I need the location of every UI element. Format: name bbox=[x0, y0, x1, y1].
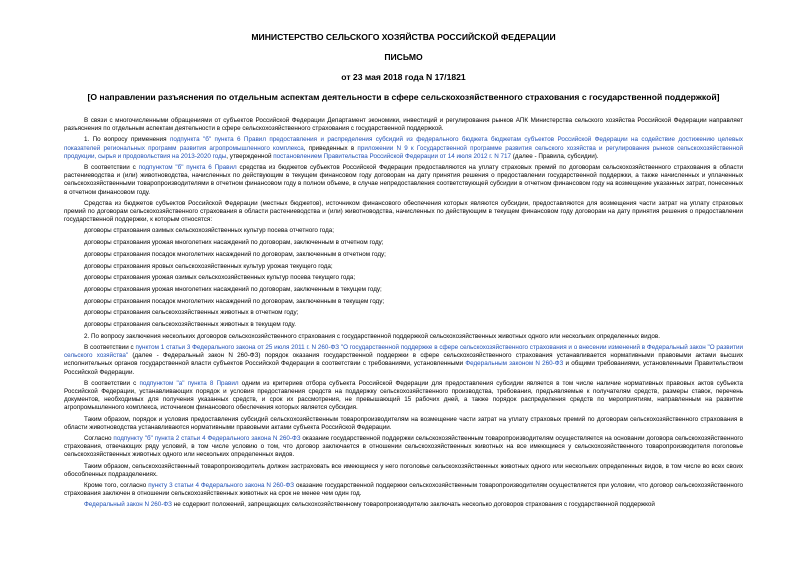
link-law-260-art3[interactable]: пунктом 1 статьи 3 Федерального закона от 25 июля 2011 г. N 260-ФЗ "О государственной поддержке в сфере сельскохозяйственного страхования и о внесении изменений в Федеральный закон "О развитии сельского хозяйства" bbox=[64, 343, 744, 360]
paragraph-11 bbox=[64, 501, 743, 509]
paragraph-3: Средства из бюджетов субъектов Российской Федерации (местных бюджетов), источником финансового обеспечения которых являются субсидии, предоставляются для возмещения части затрат на уплату страховых премий по договорам сельскохозяйственного страхования в области растениеводства и (или) животноводства, начисленных по действующим в текущем финансовом году договорам на дату принятия решения о предоставлении государственной поддержки, к которым относятся: bbox=[64, 199, 743, 224]
text: оказание государственной поддержки сельскохозяйственным товаропроизводителям осуществляется при условии, что договор сельскохозяйственного страхования заключен в отношении сельскохозяйственных животных на срок не менее чем один год. bbox=[64, 482, 743, 498]
list-item: договоры страхования яровых сельскохозяйственных культур урожая текущего года; bbox=[84, 262, 333, 270]
list-item: договоры страхования урожая многолетних насаждений по договорам, заключенным в текущем году; bbox=[84, 285, 382, 293]
paragraph-1 bbox=[64, 136, 743, 161]
list-item: договоры страхования урожая многолетних насаждений по договорам, заключенным в отчетном году; bbox=[84, 239, 384, 247]
ministry-title: МИНИСТЕРСТВО СЕЛЬСКОГО ХОЗЯЙСТВА РОССИЙСКОЙ ФЕДЕРАЦИИ bbox=[251, 32, 556, 42]
link-subpoint-a-8[interactable]: подпунктом "а" пункта 8 Правил bbox=[139, 379, 239, 387]
text: , утвержденной bbox=[226, 152, 274, 160]
link-appendix-9[interactable]: приложении N 9 к Государственной программе развития сельского хозяйства и регулирования рынков сельскохозяйственной продукции, сырья и продовольствия на 2013-2020 годы bbox=[64, 144, 743, 160]
paragraph-7: Таким образом, порядок и условия предоставления субсидий сельскохозяйственным товаропроизводителям на возмещение части затрат на уплату страховых премий по договорам сельскохозяйственного страхования в области животноводства устанавливаются нормативными правовыми актами субъекта Российской Федерации. bbox=[64, 415, 743, 431]
list-item: договоры страхования сельскохозяйственных животных в текущем году. bbox=[84, 321, 296, 329]
text: и общими требованиями, установленными Правительством Российской Федерации. bbox=[64, 360, 743, 376]
paragraph-4: 2. По вопросу заключения нескольких договоров сельскохозяйственного страхования с государственной поддержкой сельскохозяйственных животных одного или нескольких определенных видов. bbox=[84, 332, 660, 340]
list-item: договоры страхования посадок многолетних насаждений по договорам, заключенным в текущем году; bbox=[84, 297, 385, 305]
link-law-260-art4-2b[interactable]: подпункту "б" пункта 2 статьи 4 Федерального закона N 260-ФЗ bbox=[113, 435, 301, 442]
link-law-260-start[interactable]: Федеральный закон N 260-ФЗ bbox=[84, 501, 172, 509]
text: Согласно bbox=[84, 435, 114, 442]
link-resolution-717[interactable]: постановлением Правительства Российской Федерации от 14 июля 2012 г. N 717 bbox=[273, 152, 512, 160]
document-type: ПИСЬМО bbox=[384, 52, 423, 62]
text: одним из критериев отбора субъекта Российской Федерации для предоставления субсидии является в том числе наличие нормативных правовых актов субъекта Российской Федерации, устанавливающих порядок и условия предоставления средств на поддержку сельскохозяйственного производства, требования, предъявляемые к получателям средств, размеры ставок, перечень документов, необходимых для получения указанных средств, и срок их рассмотрения, не превышающий 15 рабочих дней, а также порядок распределения средств по мероприятиям, направленным на развитие агропромышленного комплекса, источником финансового обеспечения которых является субсидия. bbox=[64, 379, 744, 412]
paragraph-10 bbox=[64, 482, 743, 498]
link-law-260[interactable]: Федеральным законом N 260-ФЗ bbox=[465, 360, 564, 368]
paragraph-6 bbox=[64, 380, 743, 413]
link-subpoint-b-6[interactable]: подпунктом "б" пункта 6 Правил bbox=[138, 164, 237, 172]
text: В соответствии с bbox=[84, 164, 139, 172]
text: 1. По вопросу применения bbox=[84, 136, 170, 144]
list-item: договоры страхования посадок многолетних насаждений по договорам, заключенным в отчетном году; bbox=[84, 250, 386, 258]
list-item: договоры страхования озимых сельскохозяйственных культур посева отчетного года; bbox=[84, 227, 335, 235]
paragraph-intro: В связи с многочисленными обращениями от субъектов Российской Федерации Департамент экономики, инвестиций и регулирования рынков АПК Министерства сельского хозяйства Российской Федерации направляет разъяснения по отдельным аспектам деятельности в сфере сельскохозяйственного страхования с государственной поддержкой. bbox=[64, 117, 743, 133]
list-item: договоры страхования урожая озимых сельскохозяйственных культур посева текущего года; bbox=[84, 274, 356, 282]
text: В соответствии с bbox=[84, 379, 140, 387]
paragraph-5 bbox=[64, 344, 743, 377]
text: Кроме того, согласно bbox=[84, 482, 149, 490]
link-law-260-art4-3[interactable]: пункту 3 статьи 4 Федерального закона N 260-ФЗ bbox=[148, 482, 295, 490]
text: оказание государственной поддержки сельскохозяйственным товаропроизводителям осуществляется на основании договора сельскохозяйственного страхования, отвечающих ряду условий, в том числе условию о том, что договор заключается в отношении сельскохозяйственных животных на все имеющиеся у сельскохозяйственного товаропроизводителя поголовье сельскохозяйственных животных одного или нескольких определенных видов. bbox=[64, 435, 743, 459]
contract-list bbox=[64, 227, 743, 329]
document-date: от 23 мая 2018 года N 17/1821 bbox=[341, 72, 466, 82]
paragraph-8 bbox=[64, 435, 743, 460]
list-item: договоры страхования сельскохозяйственных животных в отчетном году; bbox=[84, 309, 299, 317]
text: , приведенных в bbox=[303, 144, 358, 152]
text: не содержит положений, запрещающих сельскохозяйственному товаропроизводителю заключать несколько договоров страхования с государственной поддержкой bbox=[172, 501, 655, 509]
paragraph-2 bbox=[64, 164, 743, 197]
document-body bbox=[64, 117, 743, 510]
document-subject: [О направлении разъяснения по отдельным аспектам деятельности в сфере сельскохозяйственного страхования с государственной поддержкой] bbox=[87, 92, 720, 102]
text: (далее - Правила, субсидии). bbox=[511, 152, 599, 160]
paragraph-9: Таким образом, сельскохозяйственный товаропроизводитель должен застраховать все имеющиеся у него поголовье сельскохозяйственных животных одного или нескольких определенных видов, в том числе во всех своих обособленных подразделениях. bbox=[64, 462, 743, 478]
text: В соответствии с bbox=[84, 343, 136, 351]
link-rules-6b[interactable]: подпункта "б" пункта 6 Правил предоставления и распределения субсидий из федерального бюджета бюджетам субъектов Российской Федерации на содействие достижению целевых показателей региональных программ развития агропромышленного комплекса bbox=[64, 136, 743, 152]
text: (далее - Федеральный закон N 260-ФЗ) порядок оказания государственной поддержки в сфере сельскохозяйственного страхования устанавливается нормативными правовыми актами высших исполнительных органов государственной власти субъектов Российской Федерации в соответствии с требованиями, установленными bbox=[64, 352, 743, 368]
text: средства из бюджетов субъектов Российской Федерации предоставляются на уплату страховых премий по договорам сельскохозяйственного страхования в области растениеводства и (или) животноводства, начисленных по действующим в текущем финансовом году договорам на дату принятия решения о предоставлении государственной поддержки, а также начисленных и уплаченных сельскохозяйственными товаропроизводителями в отчетном финансовом году в полном объеме, в случае непредоставления соответствующей субсидии в отчетном финансовом году на возмещение указанных затрат, понесенных в отчетном финансовом году. bbox=[64, 164, 744, 196]
